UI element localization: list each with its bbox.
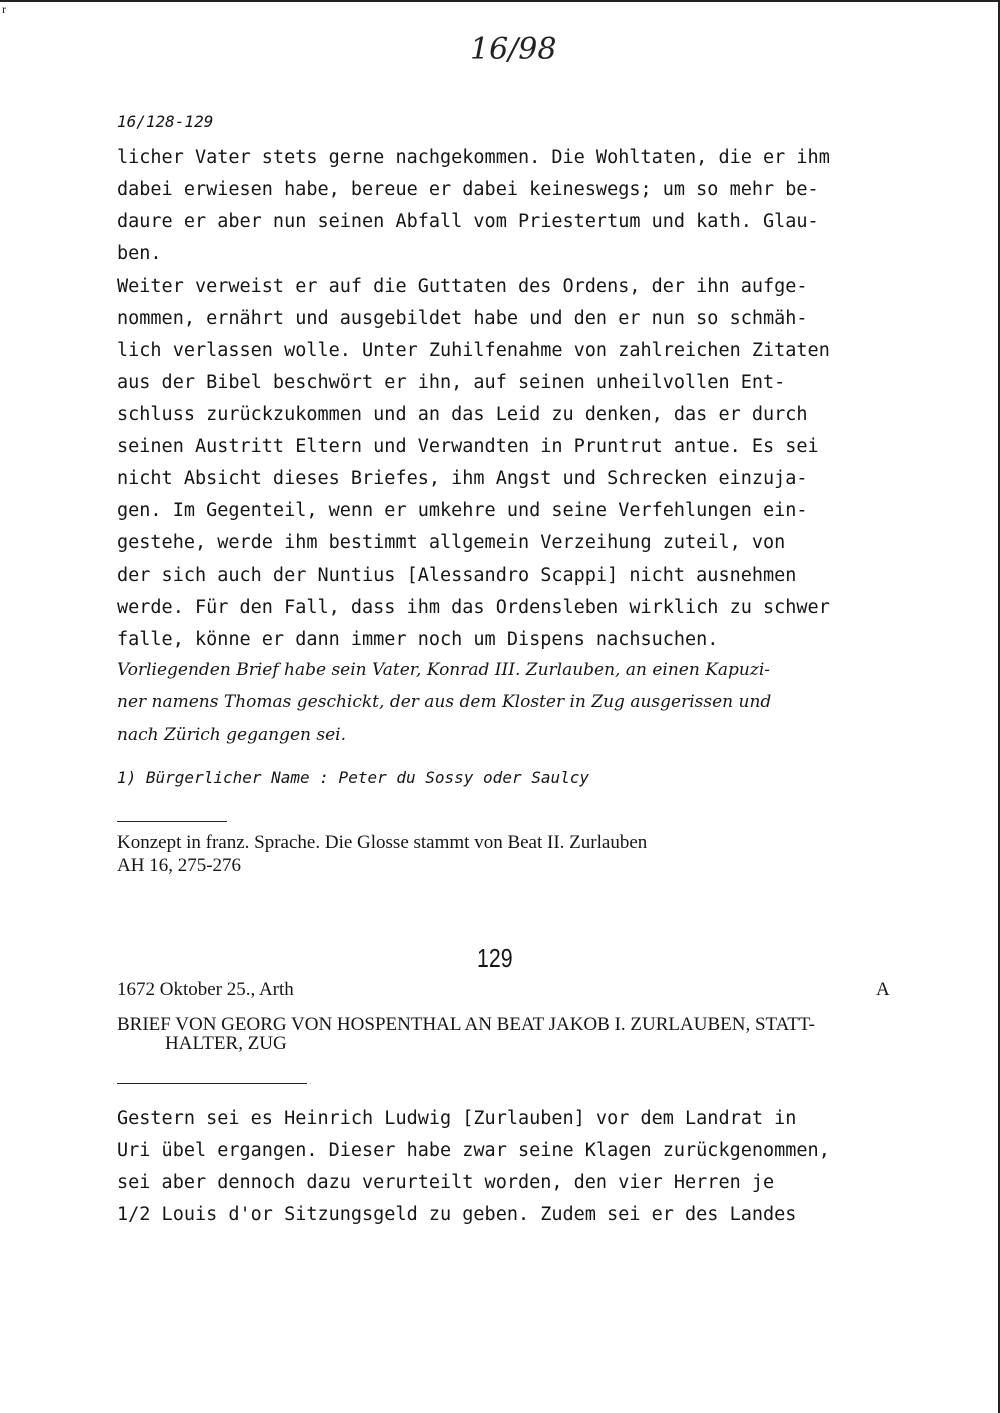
archive-reference: AH 16, 275-276 (117, 855, 242, 876)
body-line: Gestern sei es Heinrich Ludwig [Zurlauben] vor dem Landrat in (117, 1108, 797, 1129)
body-line: daure er aber nun seinen Abfall vom Priestertum und kath. Glau- (117, 211, 819, 232)
body-line: 1/2 Louis d'or Sitzungsgeld zu geben. Zudem sei er des Landes (117, 1204, 797, 1225)
body-line: Weiter verweist er auf die Guttaten des Ordens, der ihn aufge- (117, 276, 808, 297)
body-line: gen. Im Gegenteil, wenn er umkehre und seine Verfehlungen ein- (117, 500, 808, 521)
handwritten-page-number: 16/98 (470, 32, 557, 67)
body-line: werde. Für den Fall, dass ihm das Ordensleben wirklich zu schwer (117, 597, 830, 618)
body-line: seinen Austritt Eltern und Verwandten in Pruntrut antue. Es sei (117, 436, 819, 457)
gloss-line: ner namens Thomas geschickt, der aus dem Kloster in Zug ausgerissen und (117, 692, 772, 712)
document-number: 129 (477, 943, 513, 973)
gloss-line: Vorliegenden Brief habe sein Vater, Konrad III. Zurlauben, an einen Kapuzi- (117, 660, 771, 680)
body-line: Uri übel ergangen. Dieser habe zwar seine Klagen zurückgenommen, (117, 1140, 830, 1161)
corner-mark: r (2, 2, 6, 16)
body-line: der sich auch der Nuntius [Alessandro Scappi] nicht ausnehmen (117, 565, 797, 586)
body-line: nommen, ernährt und ausgebildet habe und den er nun so schmäh- (117, 308, 808, 329)
type-mark: A (876, 979, 890, 1000)
source-note: Konzept in franz. Sprache. Die Glosse stammt von Beat II. Zurlauben (117, 832, 648, 853)
date-place: 1672 Oktober 25., Arth (117, 979, 294, 1000)
body-line: nicht Absicht dieses Briefes, ihm Angst und Schrecken einzuja- (117, 468, 808, 489)
page-reference: 16/128-129 (117, 112, 214, 131)
body-line: sei aber dennoch dazu verurteilt worden, den vier Herren je (117, 1172, 775, 1193)
body-line: gestehe, werde ihm bestimmt allgemein Verzeihung zuteil, von (117, 532, 786, 553)
body-line: dabei erwiesen habe, bereue er dabei keineswegs; um so mehr be- (117, 179, 819, 200)
body-line: licher Vater stets gerne nachgekommen. Die Wohltaten, die er ihm (117, 147, 830, 168)
body-line: aus der Bibel beschwört er ihn, auf seinen unheilvollen Ent- (117, 372, 786, 393)
body-line: falle, könne er dann immer noch um Dispens nachsuchen. (117, 629, 719, 650)
divider (117, 821, 227, 822)
body-line: ben. (117, 243, 162, 264)
body-line: schluss zurückzukommen und an das Leid zu denken, das er durch (117, 404, 808, 425)
gloss-line: nach Zürich gegangen sei. (117, 725, 346, 745)
divider (117, 1083, 307, 1084)
body-line: lich verlassen wolle. Unter Zuhilfenahme von zahlreichen Zitaten (117, 340, 830, 361)
footnote: 1) Bürgerlicher Name : Peter du Sossy oder Saulcy (117, 768, 590, 787)
letter-title: BRIEF VON GEORG VON HOSPENTHAL AN BEAT JAKOB I. ZURLAUBEN, STATT- (117, 1014, 815, 1035)
letter-title-continued: HALTER, ZUG (165, 1033, 287, 1054)
